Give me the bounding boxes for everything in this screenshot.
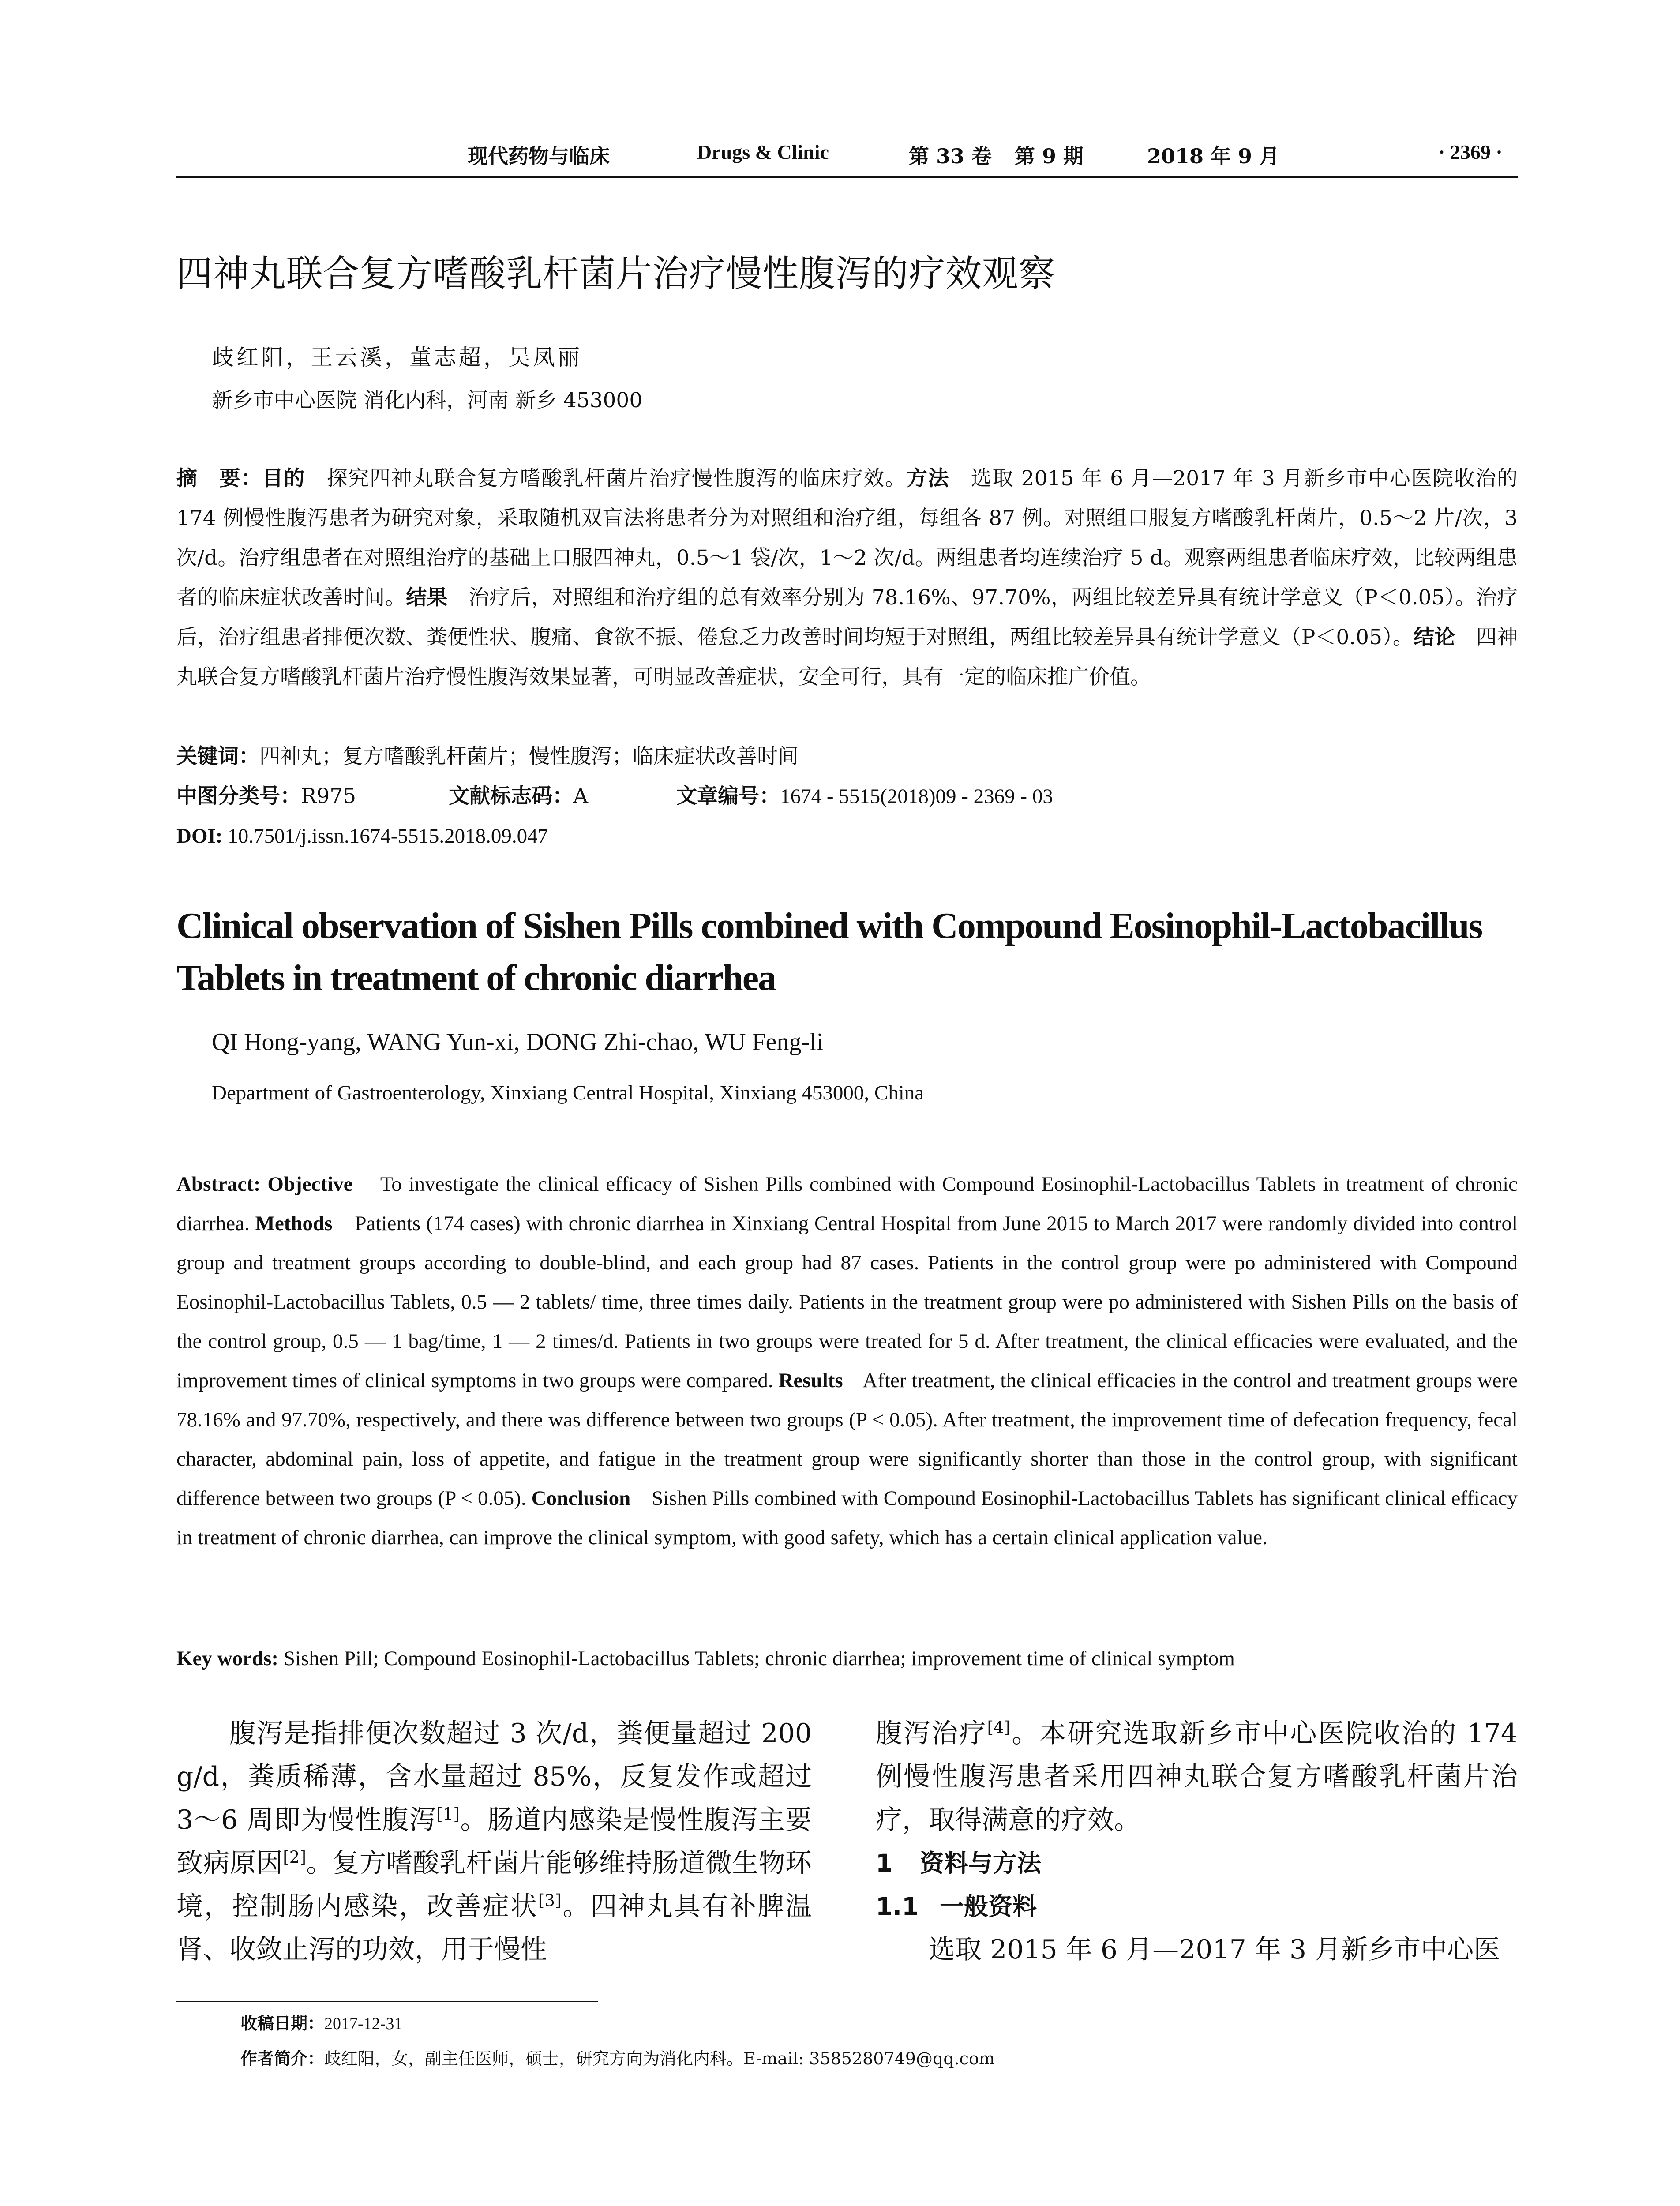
footnote-rule <box>176 2001 598 2002</box>
affiliation-en: Department of Gastroenterology, Xinxiang Central Hospital, Xinxiang 453000, China <box>212 1081 924 1104</box>
body-paragraph <box>176 1712 812 1971</box>
issue-date: 2018 年 9 月 <box>1147 144 1280 168</box>
subsection-heading <box>876 1885 1518 1928</box>
article-title-cn: 四神丸联合复方嗜酸乳杆菌片治疗慢性腹泻的疗效观察 <box>176 253 1056 295</box>
conclusion-label-cn: 结论 <box>1414 625 1455 649</box>
conclusion-text-cn: 四神丸联合复方嗜酸乳杆菌片治疗慢性腹泻效果显著，可明显改善症状，安全可行，具有一定的临床推广价值。 <box>176 625 1518 689</box>
doi-value[interactable]: 10.7501/j.issn.1674-5515.2018.09.047 <box>228 825 548 848</box>
doc-code-value: A <box>573 784 589 808</box>
objective-label-en: Objective <box>267 1173 353 1196</box>
body-paragraph <box>876 1712 1518 1842</box>
methods-label-en: Methods <box>255 1212 333 1235</box>
citation-ref[interactable]: [2] <box>283 1847 306 1867</box>
body-text: 。四神丸具有补脾温肾、收敛止泻的功效，用于慢性 <box>176 1891 812 1965</box>
body-text: 。本研究选取新乡市中心医院收治的 174 例慢性腹泻患者采用四神丸联合复方嗜酸乳杆菌片治疗，取得满意的疗效。 <box>876 1718 1518 1835</box>
volume: 第 33 卷 <box>909 144 992 168</box>
section-title: 资料与方法 <box>920 1849 1042 1877</box>
abstract-label-cn: 摘 要： <box>176 466 262 491</box>
methods-text-cn: 选取 2015 年 6 月—2017 年 3 月新乡市中心医院收治的 174 例慢性腹泻患者为研究对象，采取随机双盲法将患者分为对照组和治疗组，每组各 87 例。对照组口服复方嗜酸乳杆菌片，0.5～2 片/次，3 次/d。治疗组患者在对照组治疗的基础上口服四神丸，0.5～1 袋/次，1～2 次/d。两组患者均连续治疗 5 d。观察两组患者临床疗效，比较两组患者的临床症状改善时间。 <box>176 466 1518 610</box>
received-date <box>240 2010 402 2034</box>
issue: 第 9 期 <box>1015 144 1084 168</box>
body-text: 。肠道内感染是慢性腹泻主要致病原因 <box>176 1805 812 1879</box>
methods-text-en: Patients (174 cases) with chronic diarrhea in Xinxiang Central Hospital from June 2015 to March 2017 were randomly divided into control group and treatment groups according to double-blind, and each group had 87 cases. Patients in the control group were po administered with Compound Eosinophil-Lactobacillus Tablets, 0.5 — 2 tablets/ time, three times daily. Patients in the treatment group were po administered with Sishen Pills on the basis of the control group, 0.5 — 1 bag/time, 1 — 2 times/d. Patients in two groups were treated for 5 d. After treatment, the clinical efficacies were evaluated, and the improvement times of clinical symptoms in two groups were compared. <box>176 1212 1518 1392</box>
body-text: 选取 2015 年 6 月—2017 年 3 月新乡市中心医 <box>929 1934 1500 1965</box>
objective-label-cn: 目的 <box>262 466 306 491</box>
page-number: · 2369 · <box>1438 141 1503 163</box>
results-text-cn: 治疗后，对照组和治疗组的总有效率分别为 78.16%、97.70%，两组比较差异具有统计学意义（P＜0.05）。治疗后，治疗组患者排便次数、粪便性状、腹痛、食欲不振、倦怠乏力改善时间均短于对照组，两组比较差异具有统计学意义（P＜0.05）。 <box>176 585 1518 649</box>
citation-ref[interactable]: [4] <box>987 1718 1011 1737</box>
keywords-text-cn: 四神丸；复方嗜酸乳杆菌片；慢性腹泻；临床症状改善时间 <box>259 744 799 769</box>
article-number-label: 文章编号： <box>676 784 780 808</box>
journal-name-en: Drugs & Clinic <box>697 141 829 163</box>
body-column-right <box>876 1712 1518 1971</box>
clc-label: 中图分类号： <box>176 784 301 808</box>
received-value: 2017-12-31 <box>324 2015 403 2033</box>
results-text-en: After treatment, the clinical efficacies in the control and treatment groups were 78.16% and 97.70%, respectively, and there was difference between two groups (P < 0.05). After treatment, the improvement time of defecation frequency, fecal character, abdominal pain, loss of appetite, and fatigue in the treatment group were significantly shorter than those in the control group, with significant difference between two groups (P < 0.05). <box>176 1369 1518 1510</box>
results-label-cn: 结果 <box>406 585 448 610</box>
abstract-en <box>176 1165 1518 1557</box>
body-column-left <box>176 1712 812 1971</box>
objective-text-cn: 探究四神丸联合复方嗜酸乳杆菌片治疗慢性腹泻的临床疗效。 <box>326 466 907 491</box>
authors-cn: 歧红阳，王云溪，董志超，吴凤丽 <box>212 345 582 370</box>
body-text: 腹泻治疗 <box>876 1718 987 1749</box>
received-label: 收稿日期： <box>240 2014 325 2033</box>
results-label-en: Results <box>778 1369 843 1392</box>
methods-label-cn: 方法 <box>906 466 950 491</box>
keywords-text-en: Sishen Pill; Compound Eosinophil-Lactobacillus Tablets; chronic diarrhea; improvement time of clinical symptom <box>283 1647 1235 1670</box>
doi-line <box>176 816 548 856</box>
body-paragraph <box>876 1928 1518 1971</box>
header-rule <box>176 176 1518 178</box>
author-bio-label: 作者简介： <box>240 2049 325 2068</box>
keywords-en <box>176 1639 1518 1678</box>
abstract-label-en: Abstract: <box>176 1173 261 1196</box>
clc-value: R975 <box>301 784 356 808</box>
authors-en: QI Hong-yang, WANG Yun-xi, DONG Zhi-chao, WU Feng-li <box>212 1028 824 1056</box>
objective-text-en: To investigate the clinical efficacy of Sishen Pills combined with Compound Eosinophil-Lactobacillus Tablets in treatment of chronic diarrhea. <box>176 1173 1518 1235</box>
citation-ref[interactable]: [1] <box>436 1804 460 1823</box>
citation-ref[interactable]: [3] <box>538 1891 562 1910</box>
doi-label: DOI: <box>176 825 223 848</box>
keywords-label-cn: 关键词： <box>176 744 259 769</box>
author-bio <box>240 2045 995 2069</box>
subsection-title: 一般资料 <box>940 1892 1037 1921</box>
article-number-value: 1674 - 5515(2018)09 - 2369 - 03 <box>780 785 1053 808</box>
running-header <box>176 140 1518 171</box>
doc-code-label: 文献标志码： <box>449 784 574 808</box>
conclusion-text-en: Sishen Pills combined with Compound Eosinophil-Lactobacillus Tablets has significant clinical efficacy in treatment of chronic diarrhea, can improve the clinical symptom, with good safety, which has a certain clinical application value. <box>176 1487 1518 1549</box>
body-text: 腹泻是指排便次数超过 3 次/d，粪便量超过 200 g/d，粪质稀薄，含水量超过 85%，反复发作或超过 3～6 周即为慢性腹泻 <box>176 1718 812 1835</box>
journal-name-cn: 现代药物与临床 <box>468 144 610 168</box>
affiliation-cn: 新乡市中心医院 消化内科，河南 新乡 453000 <box>212 388 643 413</box>
keywords-cn <box>176 737 799 777</box>
article-title-en: Clinical observation of Sishen Pills combined with Compound Eosinophil-Lactobacillus Tablets in treatment of chronic diarrhea <box>176 905 1482 998</box>
keywords-label-en: Key words: <box>176 1647 279 1670</box>
conclusion-label-en: Conclusion <box>531 1487 631 1510</box>
classification-line <box>176 777 1053 816</box>
body-text: 。复方嗜酸乳杆菌片能够维持肠道微生物环境，控制肠内感染，改善症状 <box>176 1848 812 1922</box>
author-bio-text: 歧红阳，女，副主任医师，硕士，研究方向为消化内科。E-mail: 3585280749@qq.com <box>324 2049 995 2068</box>
abstract-cn <box>176 459 1518 697</box>
subsection-number: 1.1 <box>876 1892 919 1921</box>
section-number: 1 <box>876 1849 893 1877</box>
section-heading <box>876 1842 1518 1885</box>
